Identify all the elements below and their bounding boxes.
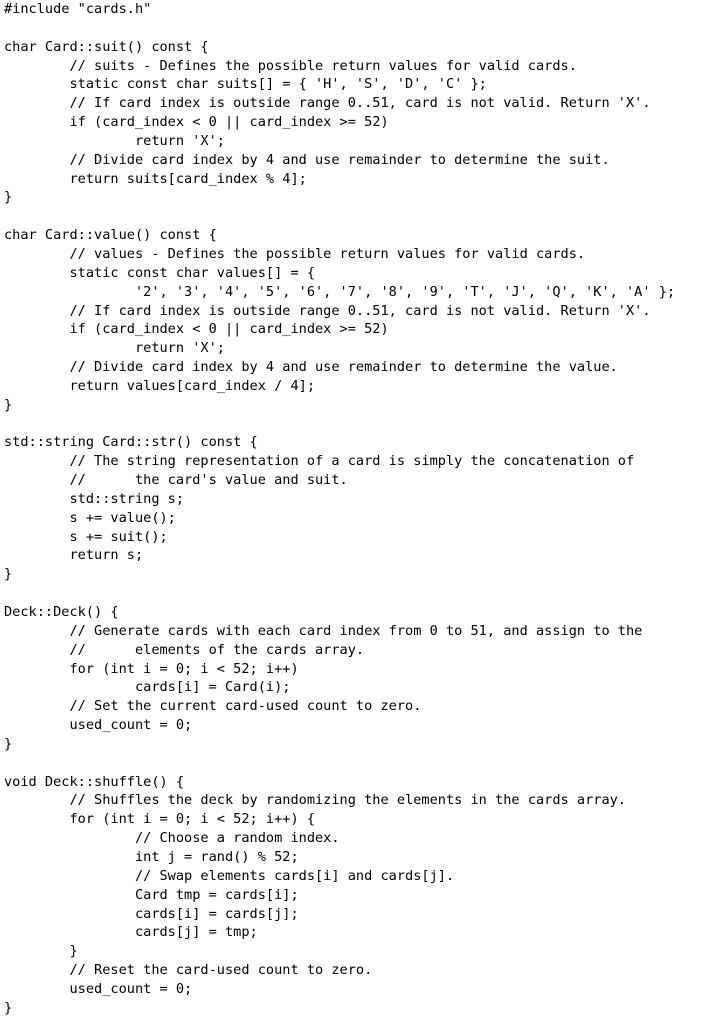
code-line: cards[i] = cards[j];: [4, 905, 299, 922]
code-line: // Set the current card-used count to zero.: [4, 698, 422, 715]
code-line: return values[card_index / 4];: [4, 377, 315, 394]
code-line: // suits - Defines the possible return values for valid cards.: [4, 57, 577, 74]
code-line: }: [4, 566, 13, 583]
code-line: }: [4, 396, 13, 413]
code-line: std::string Card::str() const {: [4, 434, 258, 451]
code-line: cards[i] = Card(i);: [4, 679, 291, 696]
code-line: static const char suits[] = { 'H', 'S', 'D', 'C' };: [4, 76, 487, 93]
code-line: #include "cards.h": [4, 1, 152, 17]
code-line: return 'X';: [4, 132, 225, 149]
code-line: [4, 19, 709, 38]
code-line: // Generate cards with each card index from 0 to 51, and assign to the: [4, 622, 643, 639]
code-line: // Shuffles the deck by randomizing the elements in the cards array.: [4, 792, 626, 809]
code-line: [4, 754, 709, 773]
code-line: }: [4, 189, 13, 206]
code-line: if (card_index < 0 || card_index >= 52): [4, 114, 389, 131]
code-line: for (int i = 0; i < 52; i++) {: [4, 811, 315, 828]
code-line: // If card index is outside range 0..51, card is not valid. Return 'X'.: [4, 302, 651, 319]
code-line: if (card_index < 0 || card_index >= 52): [4, 321, 389, 338]
code-line: // If card index is outside range 0..51, card is not valid. Return 'X'.: [4, 95, 651, 112]
code-line: '2', '3', '4', '5', '6', '7', '8', '9', 'T', 'J', 'Q', 'K', 'A' };: [4, 283, 676, 300]
code-line: used_count = 0;: [4, 980, 193, 997]
code-line: s += value();: [4, 509, 176, 526]
code-line: // elements of the cards array.: [4, 641, 365, 658]
code-line: // The string representation of a card is simply the concatenation of: [4, 453, 635, 470]
code-line: // Reset the card-used count to zero.: [4, 962, 373, 979]
code-line: return s;: [4, 547, 144, 564]
code-line: // values - Defines the possible return values for valid cards.: [4, 245, 586, 262]
code-line: char Card::suit() const {: [4, 38, 209, 55]
code-line: for (int i = 0; i < 52; i++): [4, 660, 299, 677]
code-line: s += suit();: [4, 528, 168, 545]
code-line: // Divide card index by 4 and use remainder to determine the value.: [4, 359, 618, 376]
code-line: [4, 207, 709, 226]
code-line: cards[j] = tmp;: [4, 924, 258, 941]
code-line: // the card's value and suit.: [4, 472, 348, 489]
code-line: int j = rand() % 52;: [4, 848, 299, 865]
code-line: return suits[card_index % 4];: [4, 170, 307, 187]
code-line: return 'X';: [4, 340, 225, 357]
code-line: used_count = 0;: [4, 717, 193, 734]
code-line: [4, 415, 709, 434]
code-line: }: [4, 943, 78, 960]
code-line: [4, 584, 709, 603]
code-line: Deck::Deck() {: [4, 604, 119, 620]
code-line: // Divide card index by 4 and use remainder to determine the suit.: [4, 151, 610, 168]
code-line: Card tmp = cards[i];: [4, 886, 299, 903]
code-line: // Swap elements cards[i] and cards[j].: [4, 867, 455, 884]
code-line: static const char values[] = {: [4, 264, 315, 281]
code-line: }: [4, 735, 13, 752]
code-editor-view[interactable]: [4, 0, 709, 1024]
code-line: // Choose a random index.: [4, 830, 340, 847]
code-line: void Deck::shuffle() {: [4, 773, 185, 790]
code-line: char Card::value() const {: [4, 227, 217, 244]
code-line: }: [4, 999, 13, 1016]
code-line: std::string s;: [4, 490, 185, 507]
